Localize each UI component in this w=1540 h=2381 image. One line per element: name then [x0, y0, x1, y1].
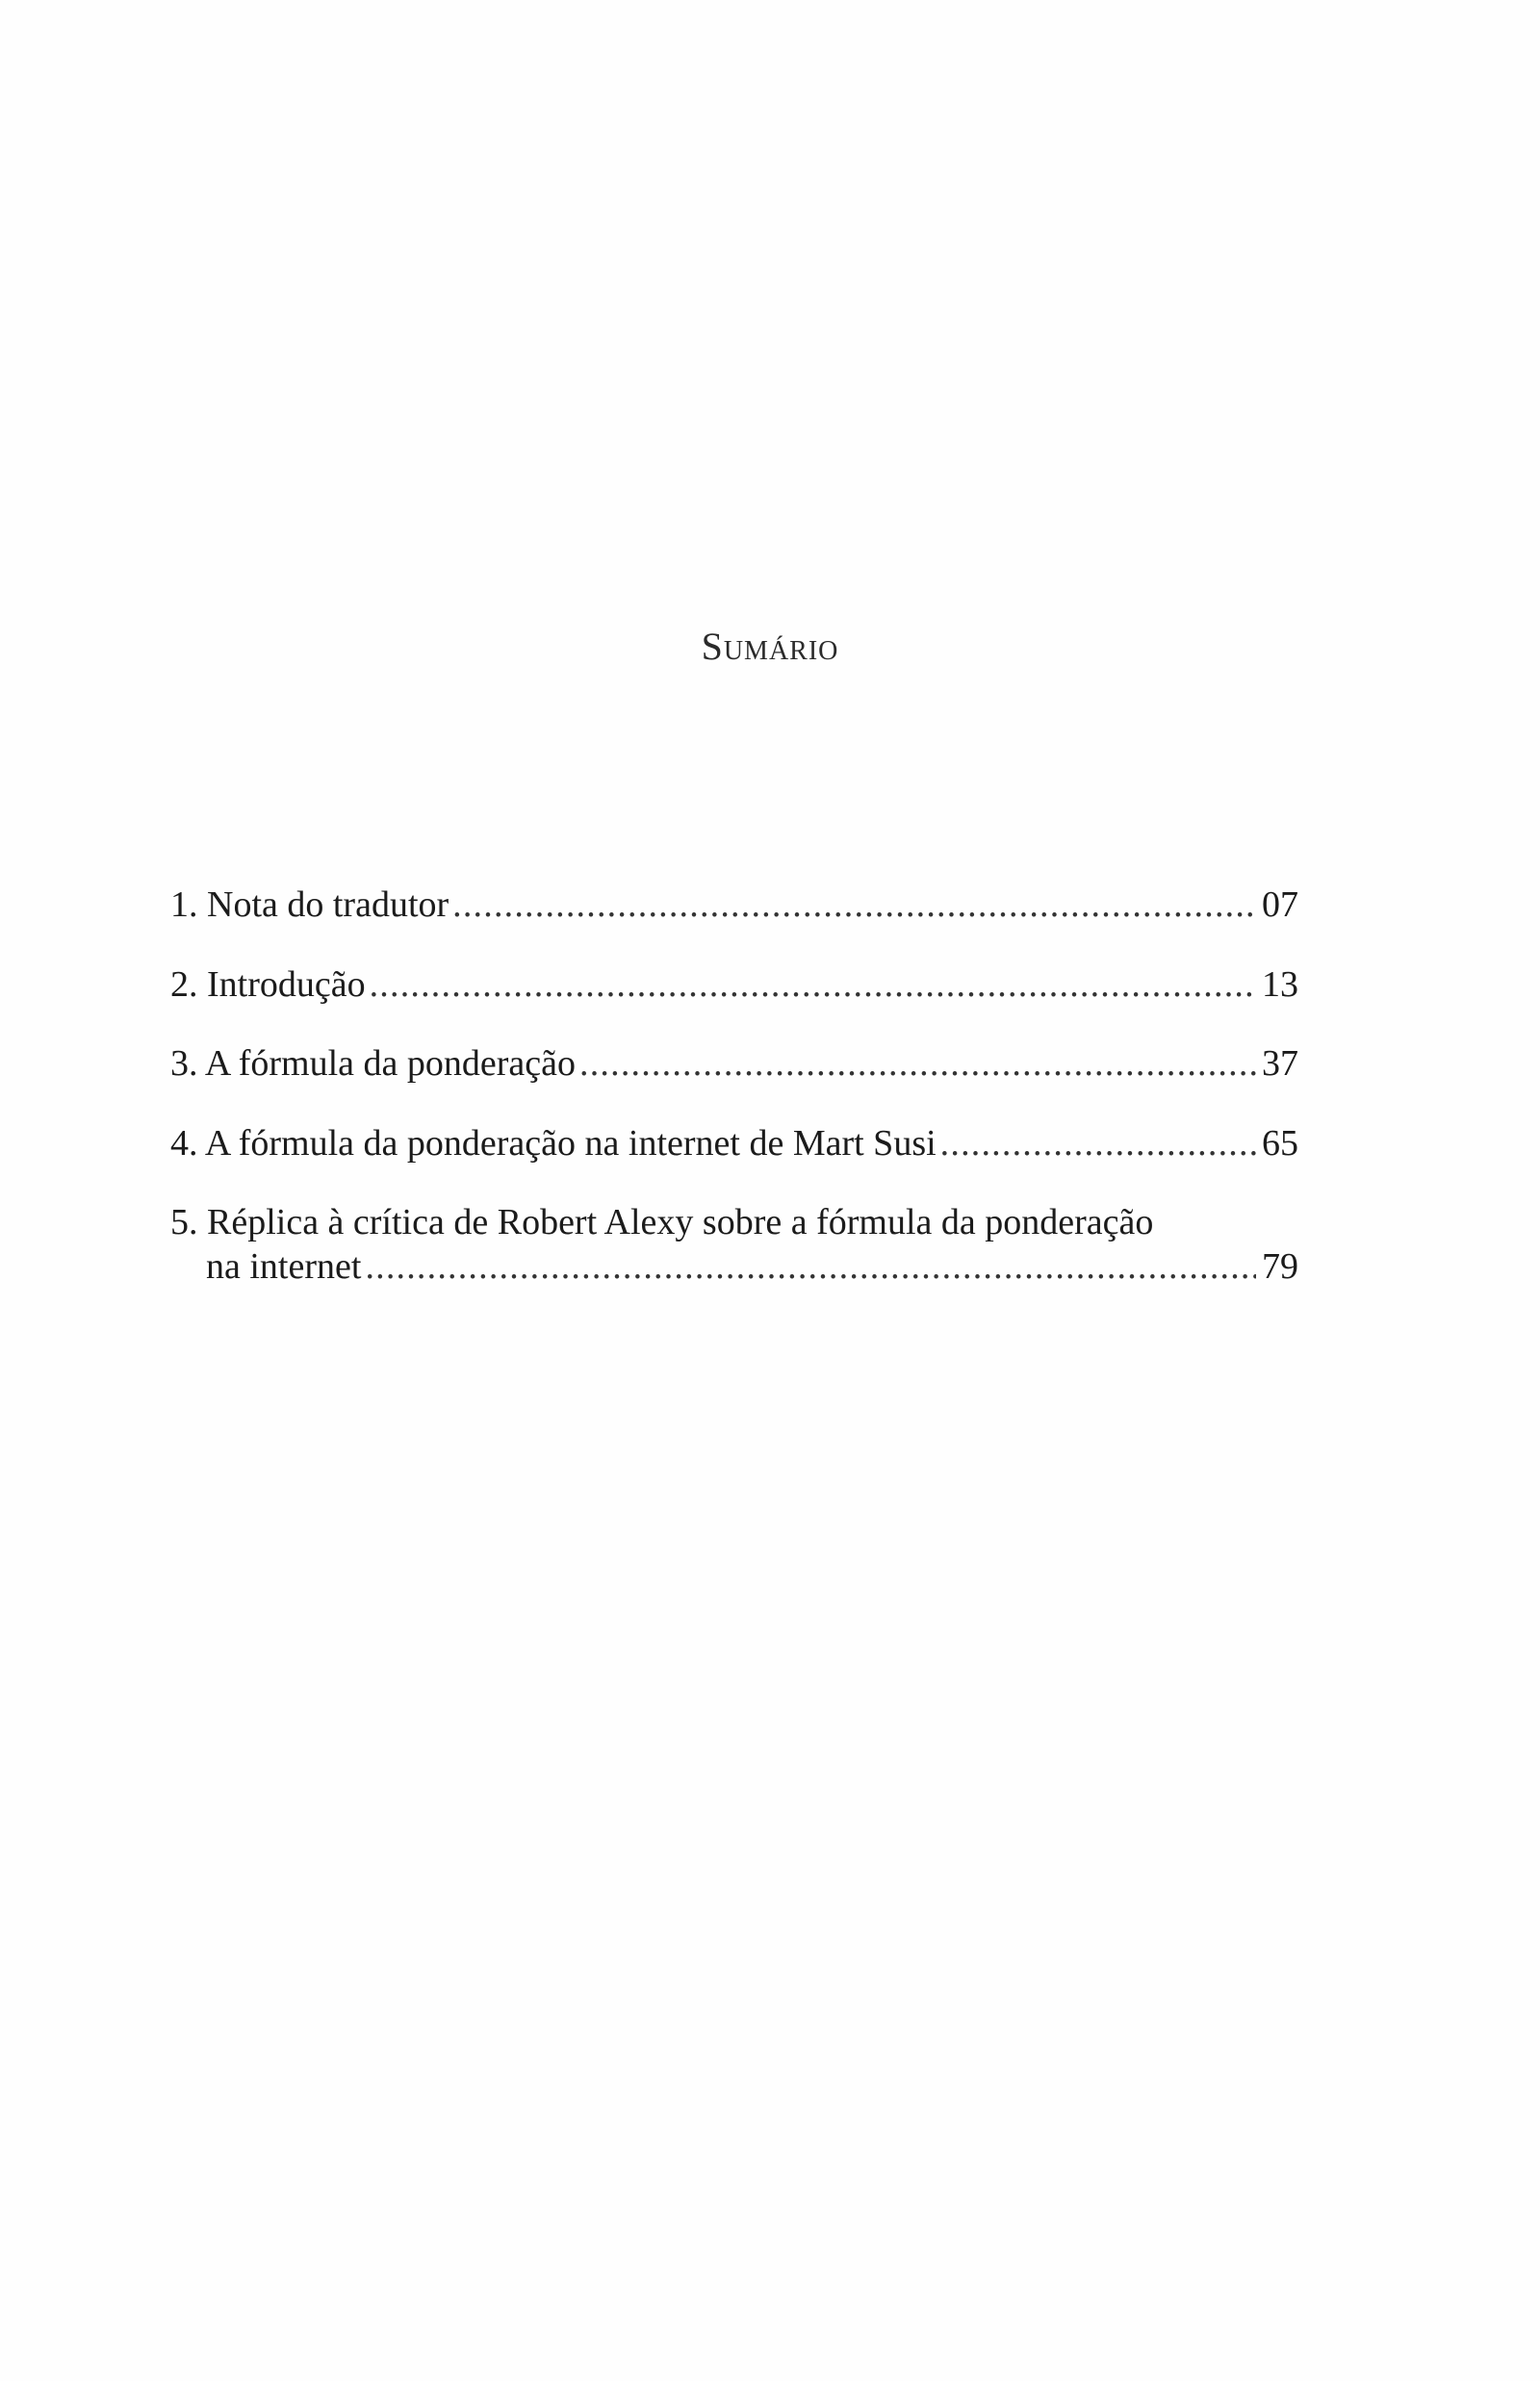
toc-entry-page: 13 — [1262, 963, 1298, 1005]
dot-leader — [370, 963, 1256, 1008]
dot-leader — [940, 1122, 1256, 1166]
toc-entry-number: 2. — [170, 963, 198, 1005]
dot-leader — [452, 883, 1256, 928]
page-title: Sumário — [701, 625, 839, 668]
toc-entry-title-line1: Réplica à crítica de Robert Alexy sobre a fórmula da ponderação — [207, 1202, 1154, 1243]
dot-leader — [579, 1042, 1256, 1087]
toc-entry-title: A fórmula da ponderação na internet de Mart Susi — [204, 1122, 937, 1164]
toc-entry-number: 5. — [170, 1202, 198, 1243]
toc-entry-4 — [170, 1122, 1298, 1166]
toc-entry-number: 1. — [170, 884, 198, 925]
toc-entry-number: 4. — [170, 1122, 198, 1164]
toc-entry-page: 65 — [1262, 1122, 1298, 1164]
toc-entry-title-line2: na internet — [206, 1245, 362, 1287]
toc-entry-title: Nota do tradutor — [207, 884, 449, 925]
table-of-contents — [170, 883, 1298, 1325]
toc-entry-number: 3. — [170, 1043, 198, 1085]
toc-entry-3 — [170, 1042, 1298, 1087]
dot-leader — [365, 1245, 1256, 1290]
toc-entry-page: 07 — [1262, 884, 1298, 925]
toc-entry-page: 79 — [1262, 1245, 1298, 1287]
toc-entry-title: Introdução — [207, 963, 366, 1005]
toc-entry-5 — [170, 1201, 1298, 1289]
toc-entry-page: 37 — [1262, 1043, 1298, 1085]
toc-entry-title: A fórmula da ponderação — [204, 1043, 577, 1085]
toc-entry-1 — [170, 883, 1298, 928]
toc-entry-2 — [170, 963, 1298, 1008]
